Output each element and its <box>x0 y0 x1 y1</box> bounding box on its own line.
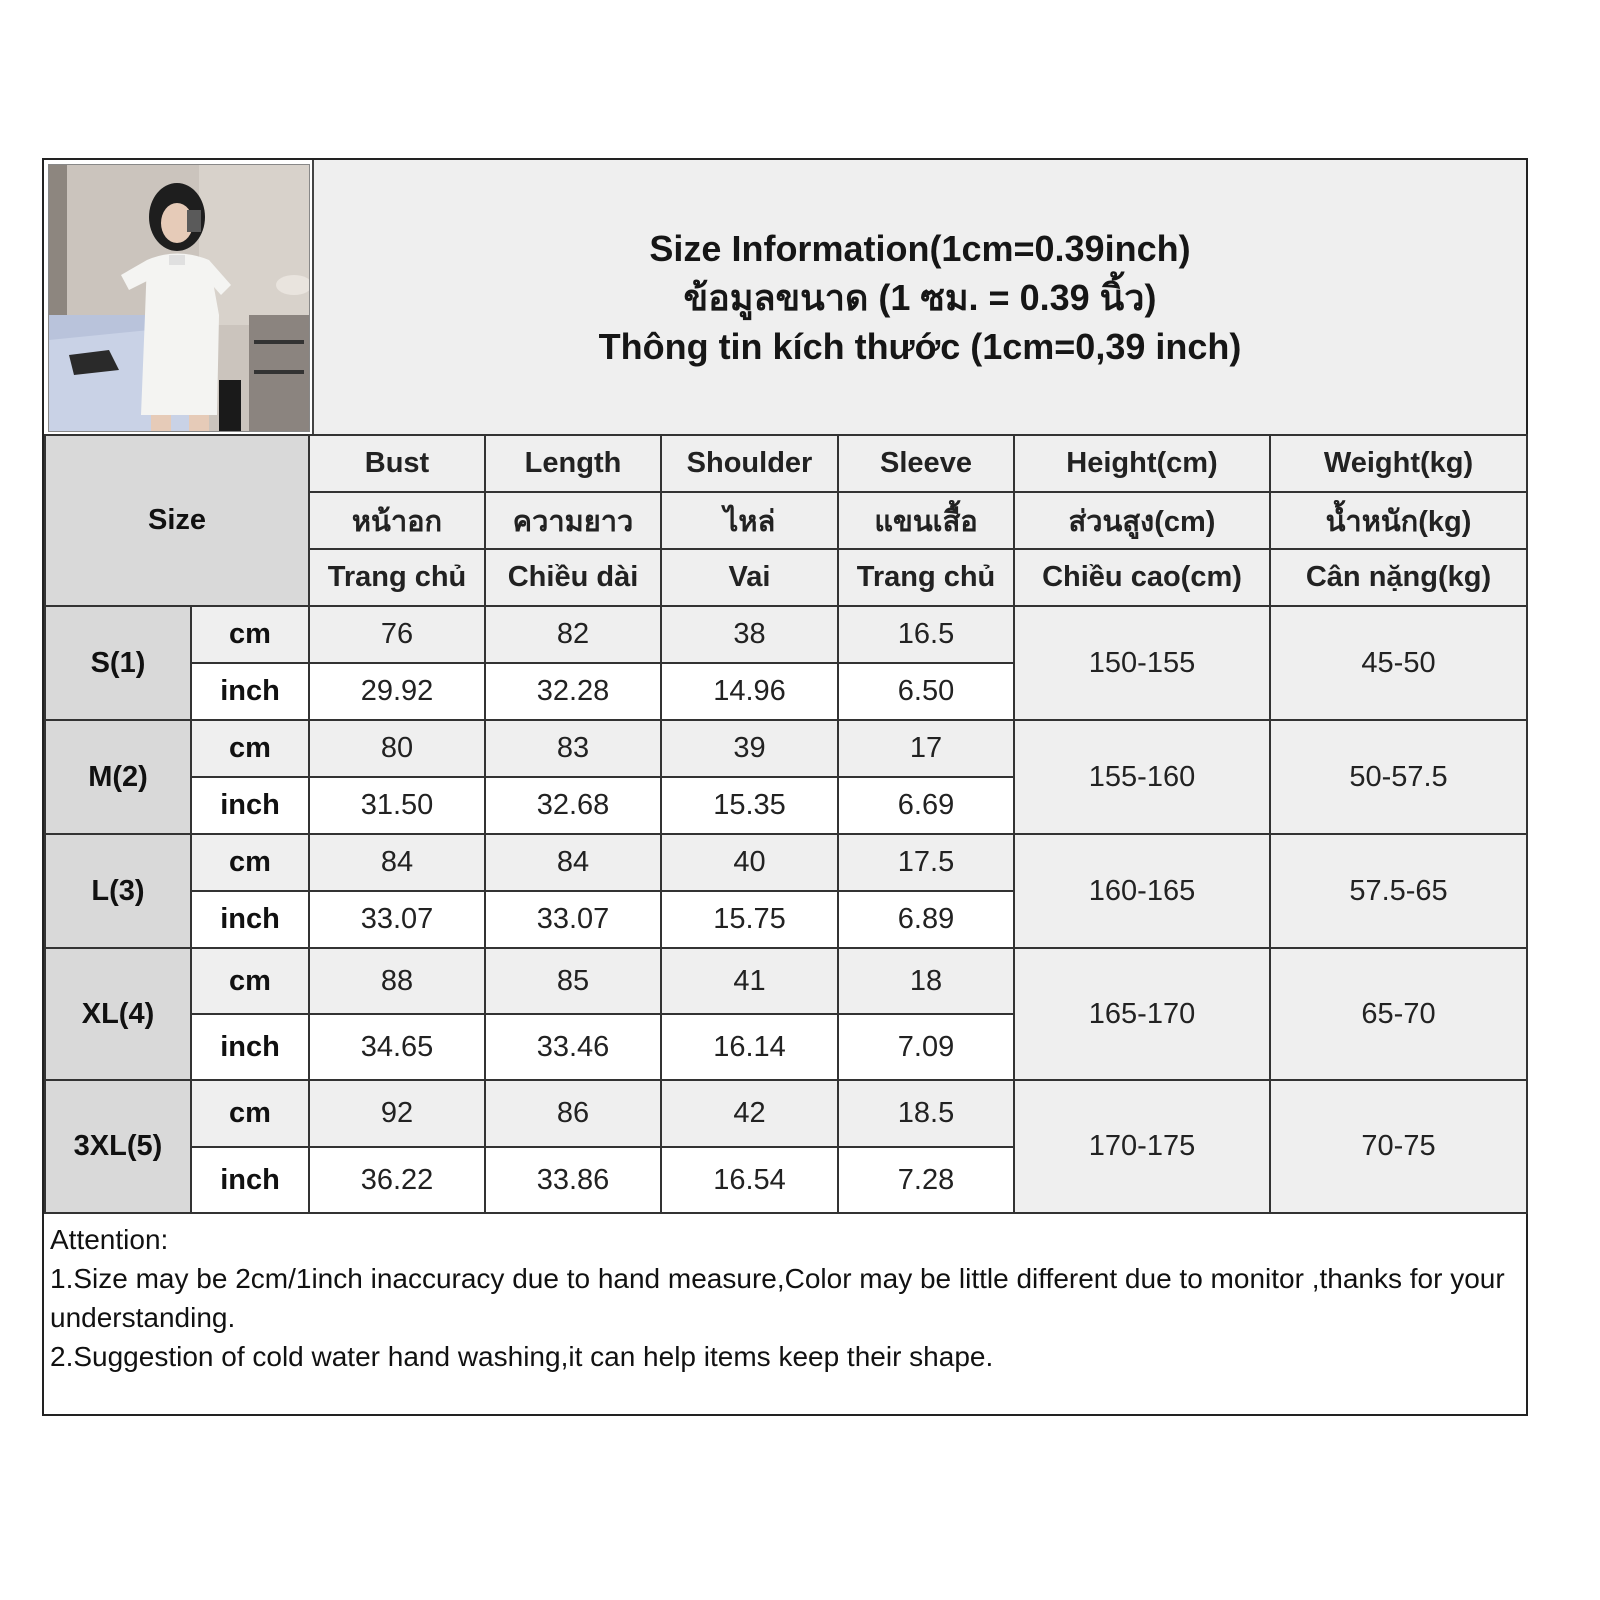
column-header-shoulder-vietnamese: Vai <box>661 549 838 606</box>
bust-cm: 88 <box>309 948 485 1014</box>
bust-inch: 29.92 <box>309 663 485 720</box>
bust-inch: 31.50 <box>309 777 485 834</box>
title-box <box>314 160 1526 434</box>
unit-cm: cm <box>191 948 309 1014</box>
table-row <box>45 720 1527 777</box>
sleeve-inch: 6.69 <box>838 777 1014 834</box>
column-header-bust: Bust <box>309 435 485 492</box>
height-range: 170-175 <box>1014 1080 1270 1213</box>
column-header-sleeve: Sleeve <box>838 435 1014 492</box>
title-english: Size Information(1cm=0.39inch) <box>649 227 1191 269</box>
sleeve-inch: 7.09 <box>838 1014 1014 1080</box>
unit-cm: cm <box>191 1080 309 1147</box>
shoulder-cm: 40 <box>661 834 838 891</box>
length-inch: 33.07 <box>485 891 661 948</box>
bust-cm: 92 <box>309 1080 485 1147</box>
weight-range: 50-57.5 <box>1270 720 1527 834</box>
header-row-english <box>45 435 1527 492</box>
length-cm: 85 <box>485 948 661 1014</box>
shoulder-cm: 42 <box>661 1080 838 1147</box>
weight-range: 57.5-65 <box>1270 834 1527 948</box>
height-range: 150-155 <box>1014 606 1270 720</box>
shoulder-inch: 15.35 <box>661 777 838 834</box>
column-header-height-vietnamese: Chiều cao(cm) <box>1014 549 1270 606</box>
length-cm: 86 <box>485 1080 661 1147</box>
column-header-weight: Weight(kg) <box>1270 435 1527 492</box>
column-header-height: Height(cm) <box>1014 435 1270 492</box>
size-table <box>44 434 1528 1214</box>
sleeve-cm: 17 <box>838 720 1014 777</box>
size-table-body <box>45 435 1527 1213</box>
note-item: 1.Size may be 2cm/1inch inaccuracy due to hand measure,Color may be little different due to monitor ,thanks for your understanding. <box>50 1263 1505 1333</box>
sleeve-cm: 18 <box>838 948 1014 1014</box>
column-header-weight-vietnamese: Cân nặng(kg) <box>1270 549 1527 606</box>
size-name: S(1) <box>45 606 191 720</box>
size-chart-header <box>44 160 1526 436</box>
unit-inch: inch <box>191 663 309 720</box>
height-range: 165-170 <box>1014 948 1270 1080</box>
bust-inch: 34.65 <box>309 1014 485 1080</box>
attention-notes <box>44 1218 1526 1414</box>
length-inch: 33.46 <box>485 1014 661 1080</box>
shoulder-inch: 14.96 <box>661 663 838 720</box>
unit-inch: inch <box>191 1014 309 1080</box>
title-thai: ข้อมูลขนาด (1 ซม. = 0.39 นิ้ว) <box>683 276 1157 318</box>
length-cm: 84 <box>485 834 661 891</box>
bust-inch: 36.22 <box>309 1147 485 1213</box>
unit-inch: inch <box>191 1147 309 1213</box>
unit-cm: cm <box>191 834 309 891</box>
size-name: L(3) <box>45 834 191 948</box>
bust-cm: 84 <box>309 834 485 891</box>
column-header-bust-thai: หน้าอก <box>309 492 485 549</box>
size-name: M(2) <box>45 720 191 834</box>
notes-heading: Attention: <box>50 1224 169 1255</box>
size-name: 3XL(5) <box>45 1080 191 1213</box>
size-header-cell: Size <box>45 435 309 606</box>
height-range: 160-165 <box>1014 834 1270 948</box>
column-header-weight-thai: น้ำหนัก(kg) <box>1270 492 1527 549</box>
length-inch: 32.28 <box>485 663 661 720</box>
size-name: XL(4) <box>45 948 191 1080</box>
sleeve-cm: 17.5 <box>838 834 1014 891</box>
length-inch: 32.68 <box>485 777 661 834</box>
column-header-sleeve-vietnamese: Trang chủ <box>838 549 1014 606</box>
bust-cm: 80 <box>309 720 485 777</box>
sleeve-inch: 7.28 <box>838 1147 1014 1213</box>
table-row <box>45 834 1527 891</box>
column-header-length-thai: ความยาว <box>485 492 661 549</box>
column-header-length: Length <box>485 435 661 492</box>
column-header-sleeve-thai: แขนเสื้อ <box>838 492 1014 549</box>
weight-range: 45-50 <box>1270 606 1527 720</box>
product-photo <box>48 164 310 432</box>
length-cm: 83 <box>485 720 661 777</box>
unit-inch: inch <box>191 891 309 948</box>
unit-inch: inch <box>191 777 309 834</box>
column-header-shoulder: Shoulder <box>661 435 838 492</box>
sleeve-inch: 6.50 <box>838 663 1014 720</box>
product-photo-illustration <box>49 165 309 431</box>
table-row <box>45 1080 1527 1147</box>
sleeve-cm: 16.5 <box>838 606 1014 663</box>
sleeve-cm: 18.5 <box>838 1080 1014 1147</box>
title-vietnamese: Thông tin kích thước (1cm=0,39 inch) <box>598 325 1242 367</box>
unit-cm: cm <box>191 606 309 663</box>
weight-range: 65-70 <box>1270 948 1527 1080</box>
size-chart <box>42 158 1528 1416</box>
shoulder-inch: 16.54 <box>661 1147 838 1213</box>
column-header-bust-vietnamese: Trang chủ <box>309 549 485 606</box>
note-item: 2.Suggestion of cold water hand washing,it can help items keep their shape. <box>50 1341 994 1372</box>
bust-cm: 76 <box>309 606 485 663</box>
length-cm: 82 <box>485 606 661 663</box>
shoulder-cm: 41 <box>661 948 838 1014</box>
height-range: 155-160 <box>1014 720 1270 834</box>
length-inch: 33.86 <box>485 1147 661 1213</box>
column-header-length-vietnamese: Chiều dài <box>485 549 661 606</box>
table-row <box>45 948 1527 1014</box>
column-header-height-thai: ส่วนสูง(cm) <box>1014 492 1270 549</box>
column-header-shoulder-thai: ไหล่ <box>661 492 838 549</box>
shoulder-inch: 16.14 <box>661 1014 838 1080</box>
shoulder-inch: 15.75 <box>661 891 838 948</box>
sleeve-inch: 6.89 <box>838 891 1014 948</box>
unit-cm: cm <box>191 720 309 777</box>
bust-inch: 33.07 <box>309 891 485 948</box>
shoulder-cm: 38 <box>661 606 838 663</box>
weight-range: 70-75 <box>1270 1080 1527 1213</box>
table-row <box>45 606 1527 663</box>
shoulder-cm: 39 <box>661 720 838 777</box>
